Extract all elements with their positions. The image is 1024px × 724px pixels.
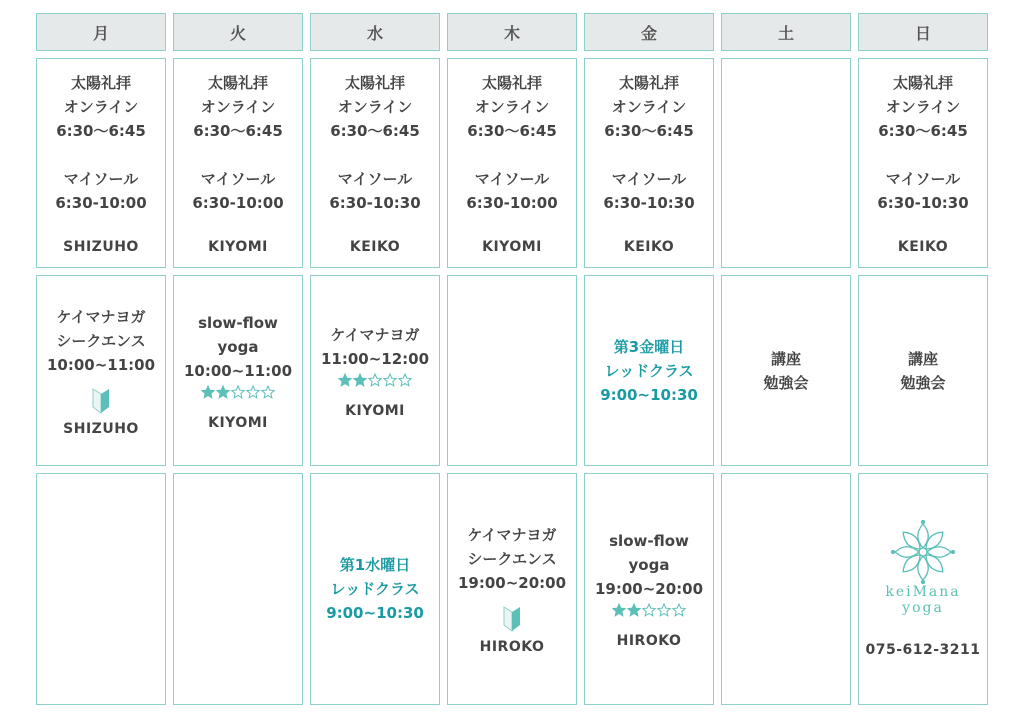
instructor-name: SHIZUHO [63,420,139,437]
class-time: 10:00~11:00 [183,361,293,380]
special-class-name: レッドクラス [604,361,694,380]
slot-mon-midday [36,275,166,466]
class-name: ケイマナヨガ [330,325,420,344]
brand-name-cont: yoga [902,600,944,616]
day-label: 水 [366,23,383,43]
instructor-name: SHIZUHO [63,239,139,255]
slot-thu-evening [447,473,577,705]
day-label: 木 [503,23,520,43]
class-time: 6:30-10:00 [55,194,147,212]
slot-mon-morning [36,58,166,268]
class-time: 6:30-10:30 [603,194,695,212]
instructor-name: KEIKO [623,239,675,255]
day-label: 日 [914,23,931,43]
slot-fri-morning [584,58,714,268]
instructor-name: KEIKO [349,239,401,255]
class-name: ケイマナヨガ [467,526,557,544]
class-time: 6:30〜6:45 [604,122,694,140]
class-name-cont: yoga [628,556,670,574]
class-name-cont: シークエンス [467,550,557,568]
class-mode: オンライン [474,98,550,116]
class-time: 6:30〜6:45 [193,122,283,140]
slot-sun-midday [858,275,988,466]
event-name: 講座 [907,349,938,368]
special-class-name: レッドクラス [330,580,420,598]
class-time: 6:30-10:00 [192,194,284,212]
class-name: 太陽礼拝 [207,74,268,92]
header-friday [584,13,714,51]
star-empty-icon [657,603,671,617]
beginner-mark-icon [502,605,522,633]
special-class-date: 第1水曜日 [339,556,411,574]
class-name-cont: シークエンス [56,331,146,350]
class-name: 太陽礼拝 [344,74,405,92]
brand-name: keiMana [885,584,961,600]
star-empty-icon [383,373,397,387]
special-class-time: 9:00~10:30 [326,604,424,622]
star-filled-icon [612,603,626,617]
slot-fri-evening [584,473,714,705]
header-thursday [447,13,577,51]
instructor-name: HIROKO [616,633,682,649]
header-wednesday [310,13,440,51]
difficulty-rating [201,383,275,401]
class-time: 6:30-10:30 [329,194,421,212]
day-label: 金 [640,23,657,43]
instructor-name: KIYOMI [208,239,268,255]
beginner-mark-icon [91,387,111,415]
star-empty-icon [231,385,245,399]
slot-sat-morning [721,58,851,268]
instructor-name: KEIKO [897,239,949,255]
class-name: ケイマナヨガ [56,307,146,326]
event-name-cont: 勉強会 [900,373,946,392]
difficulty-rating [612,601,686,619]
class-time: 6:30〜6:45 [467,122,557,140]
slot-wed-midday [310,275,440,466]
class-name: slow-flow [609,532,689,550]
star-empty-icon [398,373,412,387]
class-time: 6:30〜6:45 [330,122,420,140]
class-time: 11:00~12:00 [320,349,430,368]
class-mode: オンライン [337,98,413,116]
slot-sat-midday [721,275,851,466]
slot-tue-morning [173,58,303,268]
class-name: 太陽礼拝 [481,74,542,92]
header-saturday [721,13,851,51]
class-name: マイソール [885,170,961,188]
class-name: マイソール [337,170,413,188]
class-name: マイソール [474,170,550,188]
class-mode: オンライン [611,98,687,116]
slot-tue-evening [173,473,303,705]
slot-wed-morning [310,58,440,268]
special-class-date: 第3金曜日 [613,337,685,356]
slot-wed-evening [310,473,440,705]
star-empty-icon [672,603,686,617]
class-name: マイソール [200,170,276,188]
class-time: 19:00~20:00 [594,580,704,598]
instructor-name: HIROKO [479,639,545,655]
class-name: 太陽礼拝 [70,74,131,92]
special-class-time: 9:00~10:30 [600,385,698,404]
star-empty-icon [368,373,382,387]
slot-tue-midday [173,275,303,466]
day-label: 土 [777,23,794,43]
difficulty-rating [338,371,412,389]
star-filled-icon [338,373,352,387]
event-name: 講座 [770,349,801,368]
event-name-cont: 勉強会 [763,373,809,392]
star-filled-icon [627,603,641,617]
class-time: 6:30〜6:45 [878,122,968,140]
header-sunday [858,13,988,51]
star-empty-icon [642,603,656,617]
instructor-name: KIYOMI [482,239,542,255]
slot-thu-morning [447,58,577,268]
star-filled-icon [216,385,230,399]
star-filled-icon [201,385,215,399]
class-time: 19:00~20:00 [457,574,567,592]
star-filled-icon [353,373,367,387]
day-label: 火 [229,23,246,43]
instructor-name: KIYOMI [345,402,405,419]
slot-sun-evening [858,473,988,705]
class-mode: オンライン [200,98,276,116]
class-time: 6:30-10:00 [466,194,558,212]
class-time: 6:30-10:30 [877,194,969,212]
class-mode: オンライン [63,98,139,116]
header-tuesday [173,13,303,51]
slot-fri-midday [584,275,714,466]
day-label: 月 [92,23,109,43]
class-name: slow-flow [198,313,278,332]
class-name-cont: yoga [217,337,259,356]
phone-number: 075-612-3211 [865,642,981,658]
star-empty-icon [261,385,275,399]
slot-thu-midday [447,275,577,466]
slot-sat-evening [721,473,851,705]
studio-logo [885,520,960,616]
class-time: 10:00~11:00 [46,355,156,374]
keimana-mandala-logo-icon [891,520,955,584]
instructor-name: KIYOMI [208,414,268,431]
slot-sun-morning [858,58,988,268]
slot-mon-evening [36,473,166,705]
class-name: 太陽礼拝 [892,74,953,92]
header-monday [36,13,166,51]
class-name: マイソール [611,170,687,188]
class-name: マイソール [63,170,139,188]
class-time: 6:30〜6:45 [56,122,146,140]
class-mode: オンライン [885,98,961,116]
star-empty-icon [246,385,260,399]
class-name: 太陽礼拝 [618,74,679,92]
